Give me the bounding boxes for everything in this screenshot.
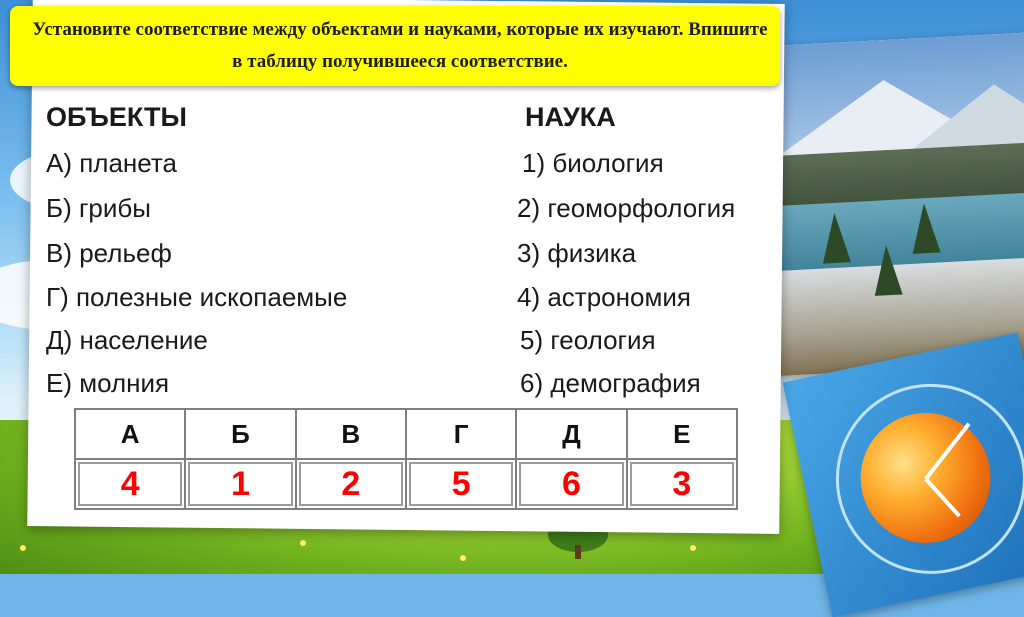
answer-cell[interactable] [406, 459, 516, 509]
answer-value: 4 [78, 462, 182, 506]
object-item: Г) полезные ископаемые [46, 282, 348, 312]
answer-cell[interactable] [296, 459, 406, 509]
meadow-tree-trunk [575, 545, 581, 559]
flower [20, 545, 26, 551]
letter-cell: Д [516, 409, 626, 459]
letter-cell: Г [406, 409, 516, 459]
science-item: 3) физика [517, 238, 637, 268]
flower [300, 540, 306, 546]
pine-tree [872, 245, 903, 296]
answer-cell[interactable] [516, 459, 626, 509]
answer-cell[interactable] [627, 459, 737, 509]
answer-cell[interactable] [185, 459, 295, 509]
object-item: А) планета [46, 148, 177, 178]
answer-cell[interactable] [75, 459, 185, 509]
answer-value: 5 [409, 462, 513, 506]
pine-tree [910, 202, 941, 253]
science-item: 1) биология [522, 148, 664, 178]
flower [690, 545, 696, 551]
answer-value: 2 [299, 462, 403, 506]
instruction-banner [10, 6, 780, 86]
sciences-heading: НАУКА [525, 102, 616, 132]
answers-row [75, 459, 737, 509]
object-item: В) рельеф [46, 238, 172, 268]
letter-cell: Е [627, 409, 737, 459]
objects-heading: ОБЪЕКТЫ [46, 102, 187, 132]
answer-value: 3 [630, 462, 734, 506]
object-item: Д) население [46, 325, 208, 355]
instruction-text: Установите соответствие между объектами и науками, которые их изучают. Впишите в таблицу получившееся соответствие. [32, 19, 768, 72]
answer-value: 6 [519, 462, 623, 506]
object-item: Е) молния [46, 368, 170, 398]
science-item: 2) геоморфология [517, 193, 736, 223]
science-item: 6) демография [520, 368, 701, 398]
letters-row [75, 409, 737, 459]
letter-cell: В [296, 409, 406, 459]
object-item: Б) грибы [46, 193, 151, 223]
letter-cell: А [75, 409, 185, 459]
science-item: 4) астрономия [517, 282, 691, 312]
clock-globe-icon [783, 333, 1024, 617]
answer-table [74, 408, 738, 510]
letter-cell: Б [185, 409, 295, 459]
flower [460, 555, 466, 561]
science-item: 5) геология [520, 325, 656, 355]
answer-value: 1 [188, 462, 292, 506]
pine-tree [820, 212, 851, 263]
